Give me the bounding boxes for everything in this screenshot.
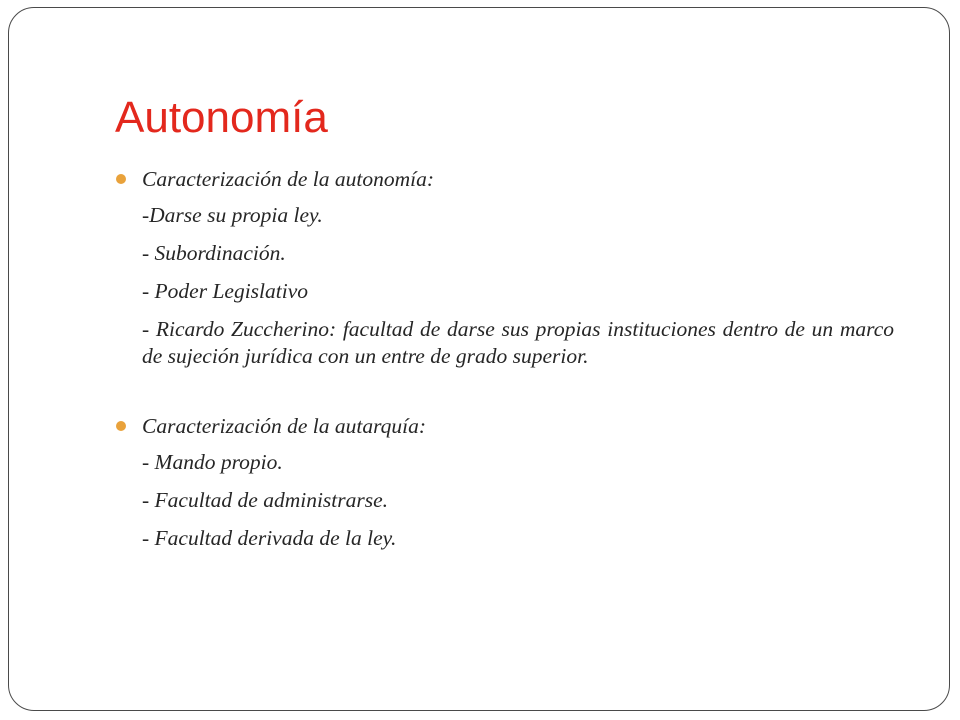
list-item: - Ricardo Zuccherino: facultad de darse sus propias instituciones dentro de un marco de sujeción jurídica con un entre de grado superior.: [142, 317, 894, 368]
bullet-dot-icon: [116, 421, 126, 431]
bullet-autonomia: [114, 163, 894, 196]
bullet-autarquia: [114, 410, 894, 443]
slide-frame: [8, 7, 950, 711]
bullet-dot-icon: [116, 174, 126, 184]
list-item: - Mando propio.: [142, 450, 283, 474]
slide-body: [114, 163, 894, 557]
list-item: - Poder Legislativo: [142, 279, 309, 303]
section-heading-autarquia: Caracterización de la autarquía:: [142, 414, 427, 438]
list-item: -Darse su propia ley.: [142, 203, 323, 227]
slide-title: Autonomía: [115, 93, 328, 142]
section-spacer: [114, 370, 894, 410]
list-item: - Facultad de administrarse.: [142, 488, 389, 512]
list-item: - Subordinación.: [142, 241, 286, 265]
list-item: - Facultad derivada de la ley.: [142, 526, 397, 550]
section-heading-autonomia: Caracterización de la autonomía:: [142, 167, 435, 191]
